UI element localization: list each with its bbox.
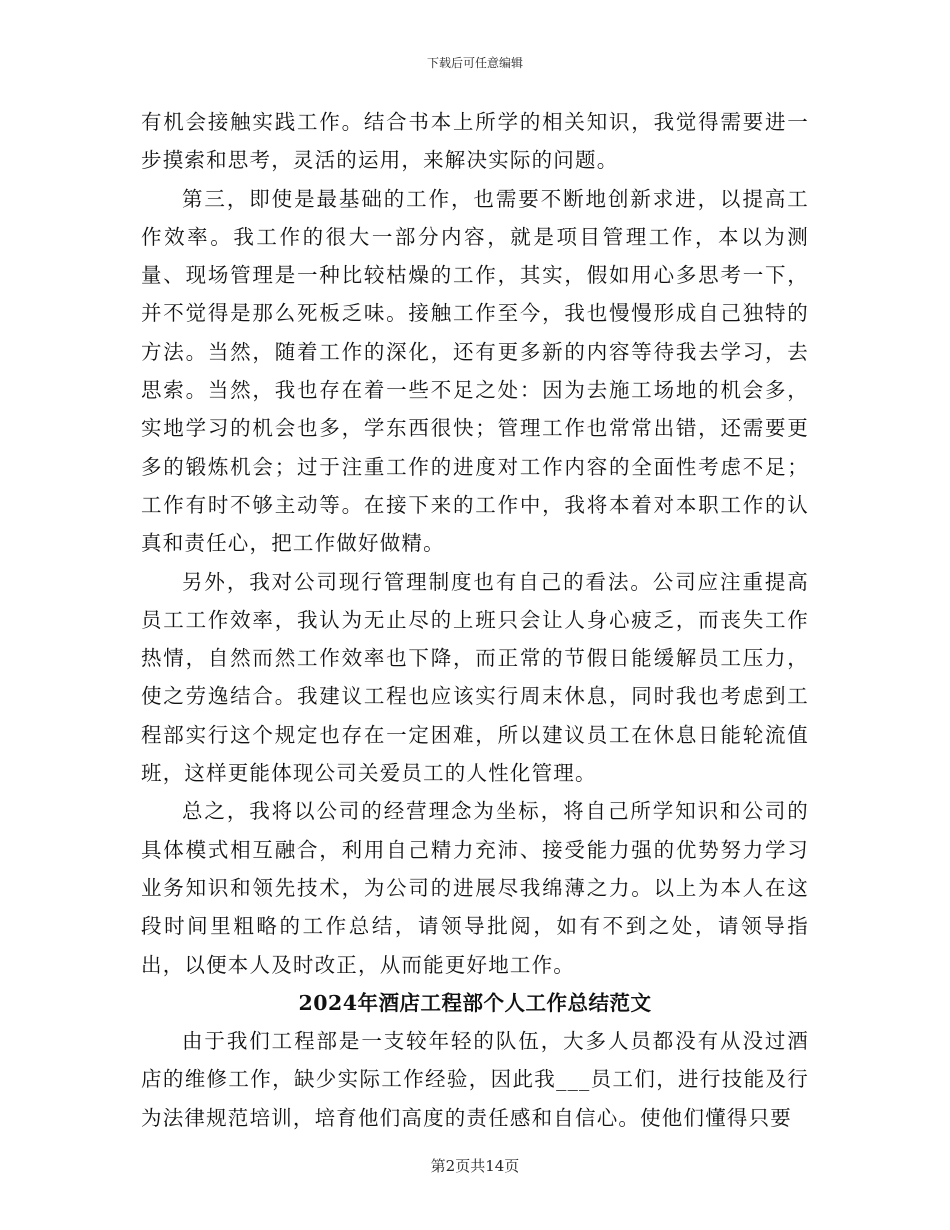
document-body: [141, 103, 809, 1137]
paragraph-third-point: 第三，即使是最基础的工作，也需要不断地创新求进，以提高工作效率。我工作的很大一部分内容，就是项目管理工作，本以为测量、现场管理是一种比较枯燥的工作，其实，假如用心多思考一下，并不觉得是那么死板乏味。接触工作至今，我也慢慢形成自己独特的方法。当然，随着工作的深化，还有更多新的内容等待我去学习，去思索。当然，我也存在着一些不足之处：因为去施工场地的机会多，实地学习的机会也多，学东西很快；管理工作也常常出错，还需要更多的锻炼机会；过于注重工作的进度对工作内容的全面性考虑不足；工作有时不够主动等。在接下来的工作中，我将本着对本职工作的认真和责任心，把工作做好做精。: [141, 186, 809, 556]
page-number-footer: 第2页共14页: [430, 1157, 520, 1175]
paragraph-management-opinion: 另外，我对公司现行管理制度也有自己的看法。公司应注重提高员工工作效率，我认为无止尽的上班只会让人身心疲乏，而丧失工作热情，自然而然工作效率也下降，而正常的节假日能缓解员工压力，使之劳逸结合。我建议工程也应该实行周末休息，同时我也考虑到工程部实行这个规定也存在一定困难，所以建议员工在休息日能轮流值班，这样更能体现公司关爱员工的人性化管理。: [141, 569, 809, 786]
paragraph-continuation: 有机会接触实践工作。结合书本上所学的相关知识，我觉得需要进一步摸索和思考，灵活的运用，来解决实际的问题。: [141, 110, 809, 173]
paragraph-section-intro: 由于我们工程部是一支较年轻的队伍，大多人员都没有从没过酒店的维修工作，缺少实际工作经验，因此我___员工们，进行技能及行为法律规范培训，培育他们高度的责任感和自信心。使他们懂得只要: [141, 1029, 809, 1130]
page-header-note: 下载后可任意编辑: [426, 56, 523, 70]
paragraph-conclusion: 总之，我将以公司的经营理念为坐标，将自己所学知识和公司的具体模式相互融合，利用自己精力充沛、接受能力强的优势努力学习业务知识和领先技术，为公司的进展尽我绵薄之力。以上为本人在这段时间里粗略的工作总结，请领导批阅，如有不到之处，请领导指出，以便本人及时改正，从而能更好地工作。: [141, 799, 809, 977]
section-title: 2024年酒店工程部个人工作总结范文: [298, 990, 652, 1015]
